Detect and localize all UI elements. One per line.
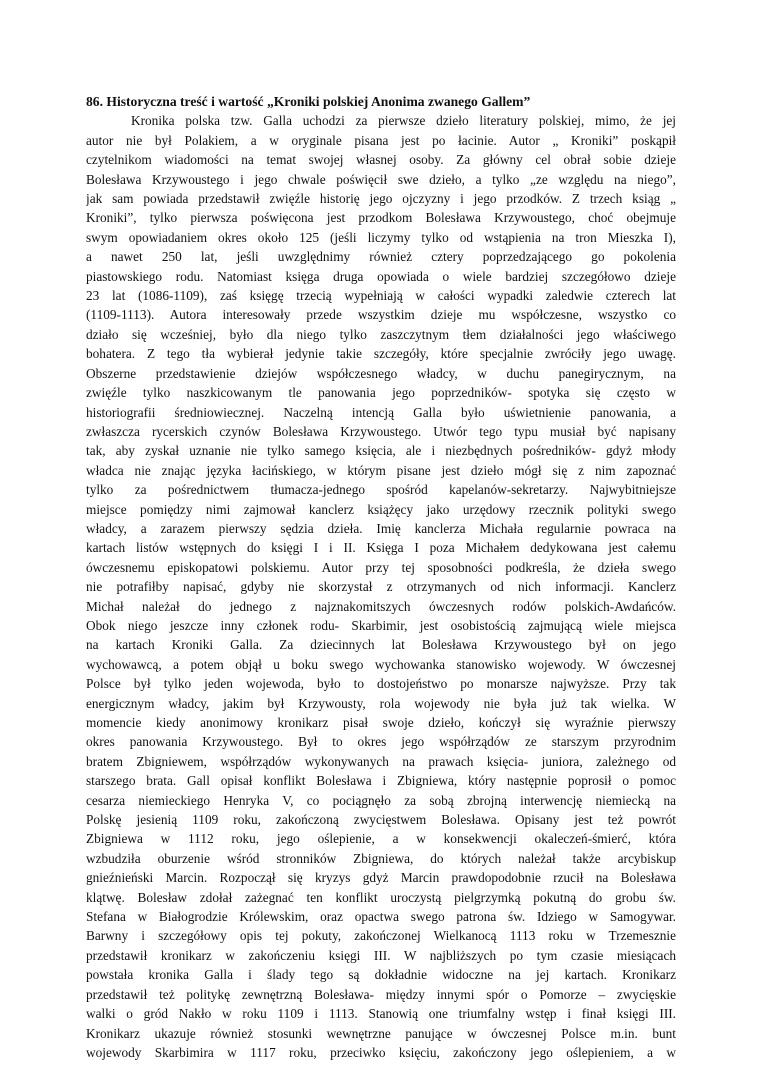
text-line: na kartach Kroniki Galla. Za dziecinnych lat Bolesława Krzywoustego był on jego [86,637,676,653]
text-line: autor nie był Polakiem, a w oryginale pisana jest po łacinie. Autor „ Kroniki” poskąpił [86,132,676,148]
text-line: Obok niego jeszcze inny członek rodu- Skarbimir, jest osobistością zajmującą wiele miejsca [86,617,676,633]
text-line: Kronikarz ukazuje również stosunki wewnętrzne panujące w ówczesnej Polsce m.in. bunt [86,1025,676,1041]
text-line: (1109-1113). Autora interesowały przede wszystkim dzieje mu współczesne, wszystko co [86,307,676,323]
text-line: wzbudziła oburzenie wśród stronników Zbigniewa, do których należał także arcybiskup [86,850,676,866]
text-line: piastowskiego rodu. Natomiast księga druga opowiada o wiele bardziej szczegółowo dzieje [86,268,676,284]
text-line: bohatera. Z tego tła wybierał jedynie takie szczegóły, które specjalnie zwróciły jego uwagę. [86,346,676,362]
document-title: 86. Historyczna treść i wartość „Kroniki polskiej Anonima zwanego Gallem” [86,94,531,109]
text-line: momencie kiedy anonimowy kronikarz pisał swoje dzieło, kończył się wyraźnie pierwszy [86,715,676,730]
text-line: powstała kronika Galla i ślady tego są dokładnie widoczne na jej kartach. Kronikarz [86,967,676,983]
text-line: walki o gród Nakło w roku 1109 i 1113. Stanowią one triumfalny wstęp i finał księgi III. [86,1006,676,1022]
text-line: Barwny i szczegółowy opis tej pokuty, zakończonej Wielkanocą 1113 roku w Trzemesznie [86,928,676,944]
text-line: nie potrafiłby napisać, gdyby nie skorzystał z otrzymanych od nich informacji. Kanclerz [86,579,676,595]
text-line: działo się wcześniej, było dla niego tylko zaszczytnym tłem działalności jego właściwego [86,326,676,342]
text-line: tak, aby zyskał uznanie nie tylko samego księcia, ale i niezbędnych pośredników- gdyż młody [86,443,676,459]
text-line: Polsce był tylko jeden wojewoda, było to dostojeństwo po monarsze najwyższe. Przy tak [86,676,676,692]
text-line: kartach listów wstępnych do księgi I i II. Księga I poza Michałem dedykowana jest całemu [86,540,676,556]
text-line: Stefana w Białogrodzie Królewskim, oraz opactwa swego patrona św. Idziego w Samogywar. [86,909,676,925]
text-line: władca nie znając języka łacińskiego, w którym pisane jest dzieło mógł się z nim zapoznać [86,462,676,478]
text-line: Kroniki”, tylko pierwsza poświęcona jest przodkom Bolesława Krzywoustego, choć obejmuje [86,210,676,226]
text-line: a nawet 250 lat, jeśli uwzględnimy również cztery poprzedzającego go pokolenia [86,249,676,265]
text-line: Obszerne przedstawienie dziejów współczesnego władcy, w duchu panegirycznym, na [86,365,676,381]
text-line: władcy, a zarazem pierwszy sędzia dzieła. Imię kanclerza Michała regularnie powraca na [86,520,676,536]
text-line: wojewody Skarbimira w 1117 roku, przeciwko księciu, zakończony jego oślepieniem, a w [86,1044,676,1060]
text-line: 23 lat (1086-1109), zaś księgę trzecią wypełniają w całości wypadki zaledwie czterech lat [86,288,676,304]
text-line: historiografii średniowiecznej. Naczelną intencją Galla było uświetnienie panowania, a [86,404,676,420]
text-line: tylko za pośrednictwem tłumacza-jednego spośród kapelanów-sekretarzy. Najwybitniejsze [86,482,676,498]
text-line: przedstawił kronikarz w zakończeniu księgi III. W najbliższych po tym czasie miesiącach [86,947,676,963]
text-line: czytelnikom wiadomości na temat swojej własnej osoby. Za główny cel obrał sobie dzieje [86,152,676,168]
text-line: Kronika polska tzw. Galla uchodzi za pierwsze dzieło literatury polskiej, mimo, że jej [131,113,676,129]
text-line: okres panowania Krzywoustego. Był to okres jego współrządów ze starszym przyrodnim [86,734,676,750]
text-line: zwięźle tylko naszkicowanym tle panowania jego poprzedników- spotyka się często w [86,385,676,401]
text-line: jak sam powiada przedstawił zwięźle historię jego ojczyzny i jego przodków. Z trzech ksiąg „ [86,191,676,207]
text-line: Zbigniewa w 1112 roku, jego oślepienie, a w konsekwencji okaleczeń-śmierć, która [86,831,676,847]
text-line: cesarza niemieckiego Henryka V, co pociągnęło za sobą zbrojną interwencję niemiecką na [86,792,676,808]
text-line: wychowawcą, a potem objął u boku swego wychowanka stanowisko wojewody. W ówczesnej [86,656,676,672]
text-line: energicznym władcy, jakim był Krzywousty, rola wojewody nie była już tak wielka. W [86,695,676,711]
text-line: bratem Zbigniewem, współrządów wykonywanych na prawach księcia- juniora, zależnego od [86,753,676,769]
document-page [86,92,676,1062]
text-line: klątwę. Bolesław zdołał zażegnać ten konflikt uroczystą pielgrzymką pokutną do grobu św. [86,889,676,905]
text-line: starszego brata. Gall opisał konflikt Bolesława i Zbigniewa, który następnie poprosił o pomoc [86,773,676,789]
text-line: Bolesława Krzywoustego i jego chwale poświęcił swe dzieło, a tylko „ze względu na niego”, [86,171,676,187]
text-line: miejsce pomiędzy nimi zajmował kanclerz książęcy jako urzędowy rzecznik polityki swego [86,501,676,517]
text-line: ówczesnemu episkopatowi polskiemu. Autor przy tej sposobności podkreśla, że dzieła swego [86,559,676,575]
text-line: gnieźnieński Marcin. Rozpoczął się kryzys gdyż Marcin prawdopodobnie rzucił na Bolesława [86,870,676,886]
text-line: zwłaszcza rycerskich czynów Bolesława Krzywoustego. Utwór tego typu musiał być napisany [86,423,676,439]
text-line: Michał należał do jednego z najznakomitszych ówczesnych rodów polskich-Awdańców. [86,598,676,614]
text-line: przedstawił też politykę zewnętrzną Bolesława- między innymi spór o Pomorze – zwycięskie [86,986,676,1002]
text-line: swym opowiadaniem okres około 125 (jeśli liczymy tylko od wstąpienia na tron Mieszka I), [86,229,676,245]
text-line: Polskę jesienią 1109 roku, zakończoną zwycięstwem Bolesława. Opisany jest też powrót [86,812,676,828]
document-body [86,111,676,1062]
